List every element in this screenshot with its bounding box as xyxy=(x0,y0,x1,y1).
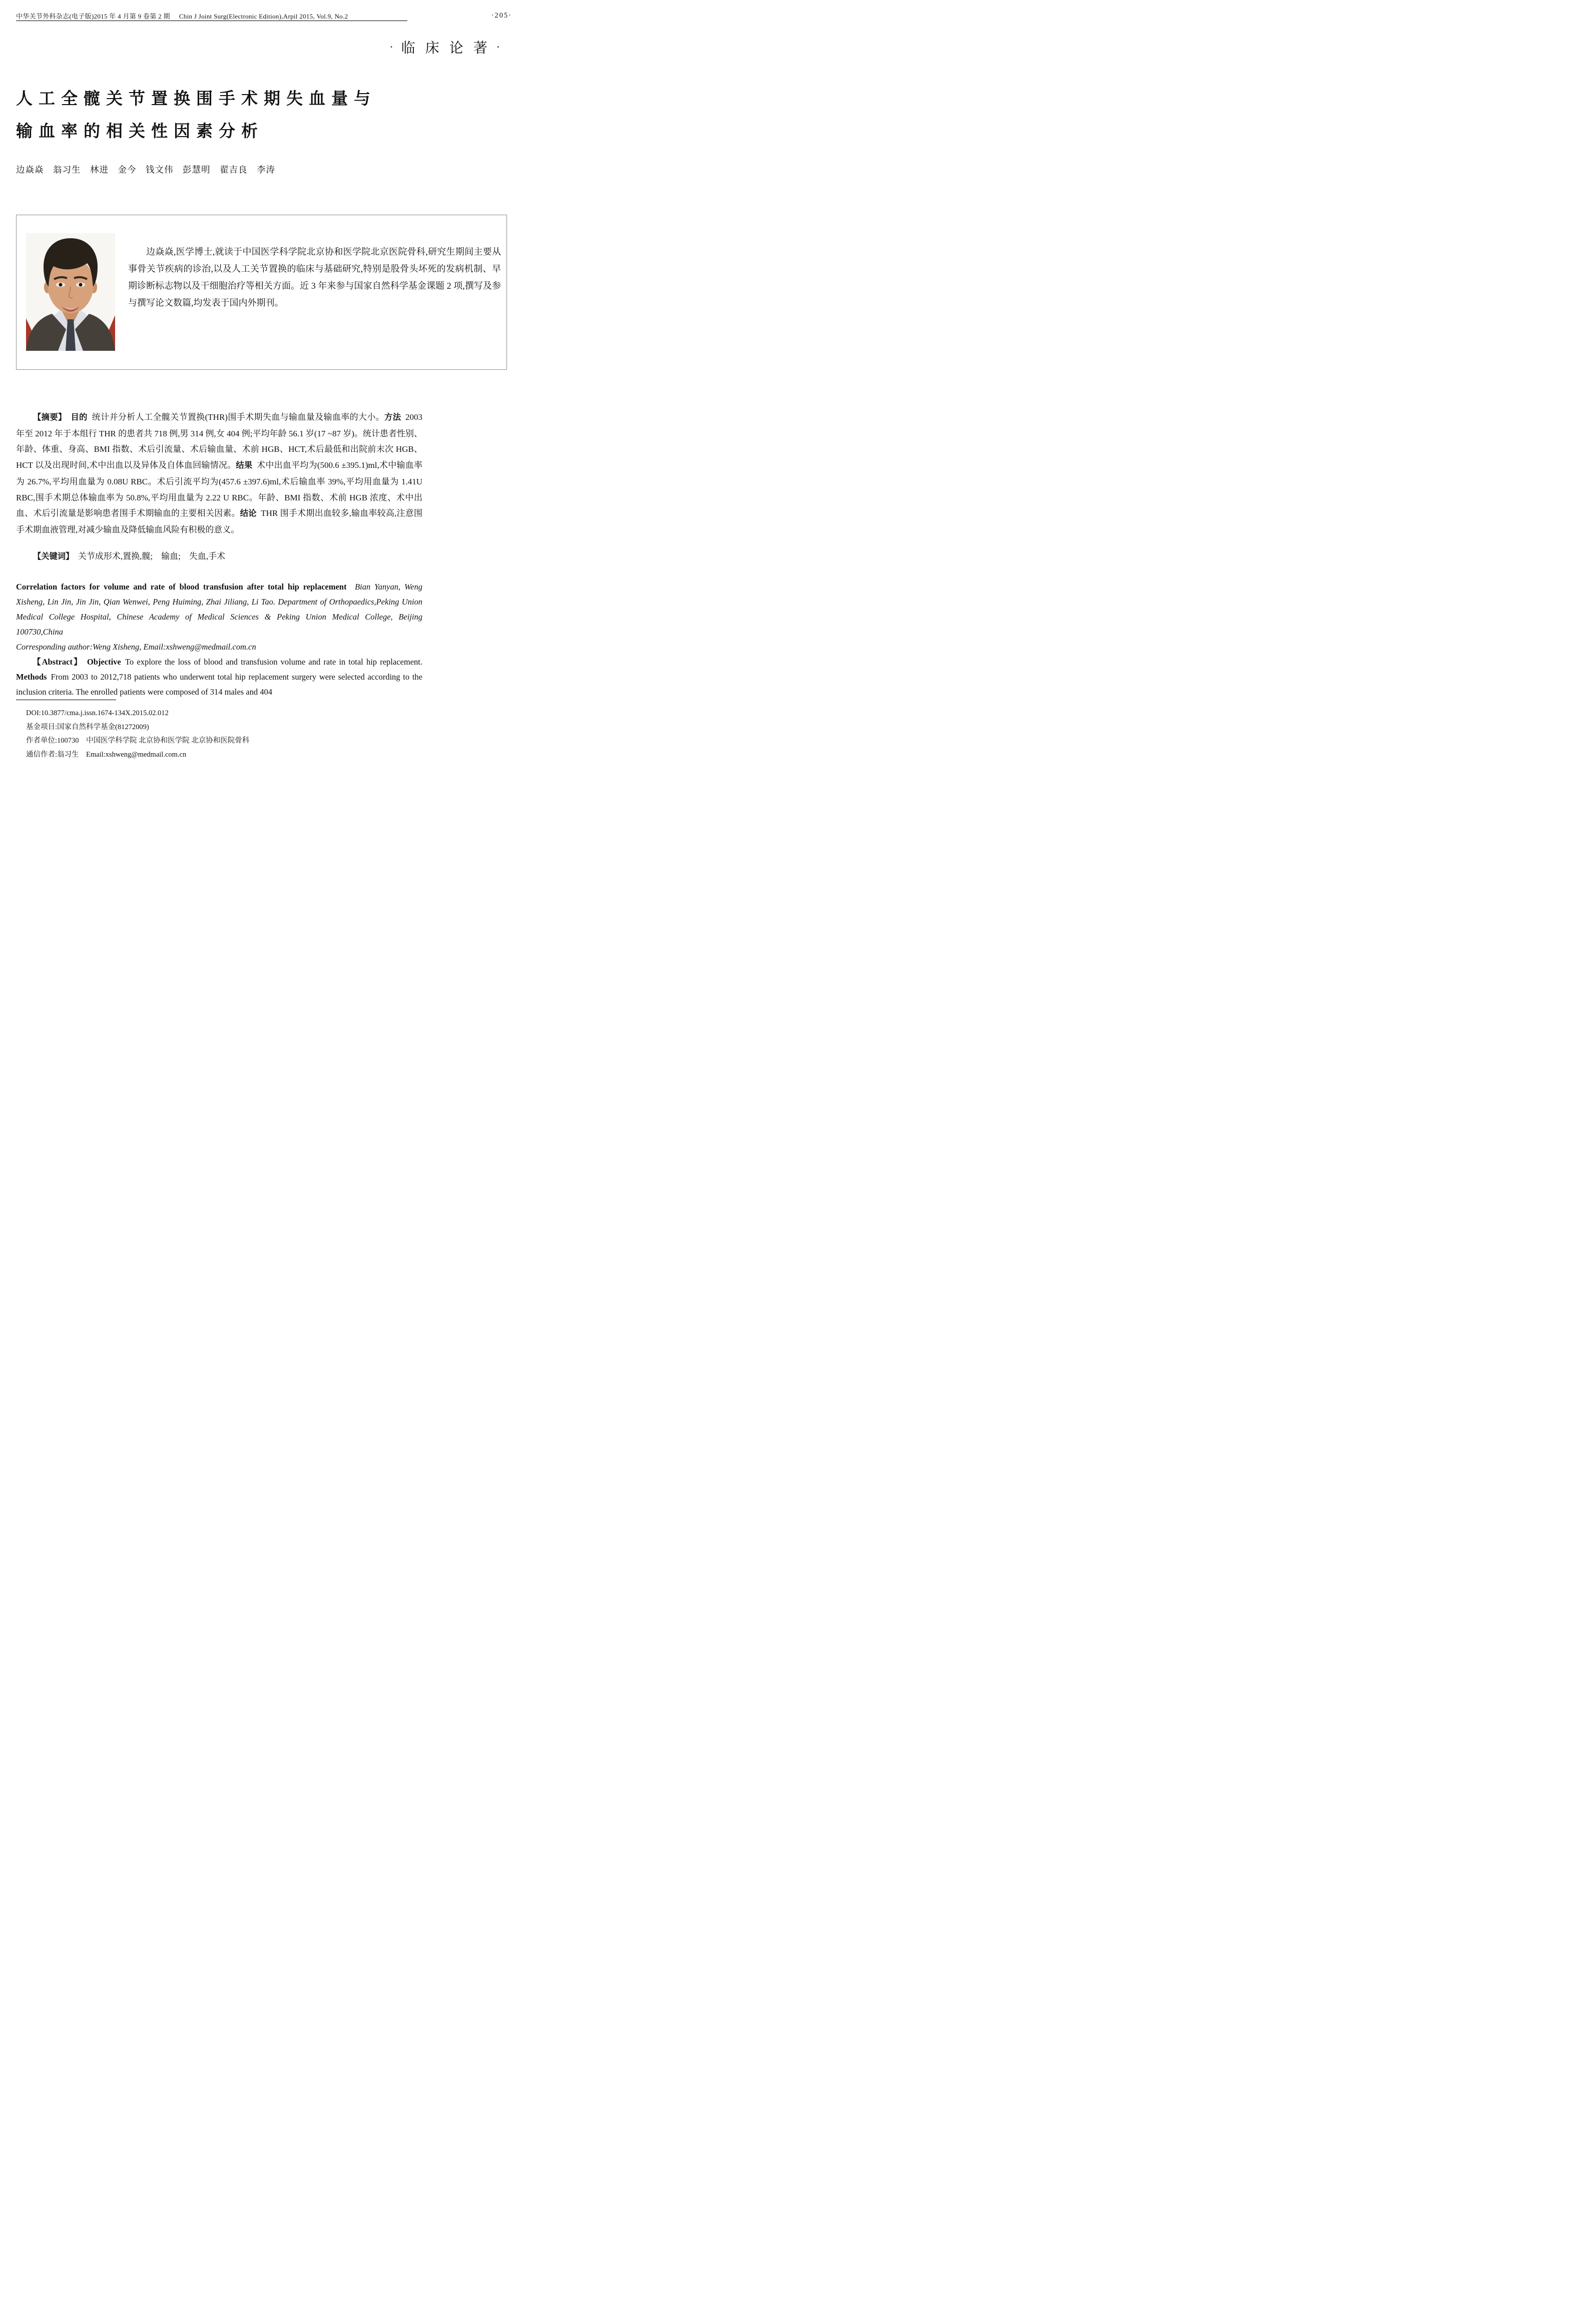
article-title-line2: 输血率的相关性因素分析 xyxy=(16,123,264,141)
english-authors: Bian Yanyan, Weng Xisheng, Lin Jin, Jin Jin, Qian Wenwei, Peng Huiming, Zhai Jiliang, Li Tao. xyxy=(16,582,423,607)
keywords-line xyxy=(16,548,422,565)
author-affiliation-line: 作者单位:100730 中国医学科学院 北京协和医学院 北京协和医院骨科 xyxy=(26,737,250,745)
results-text: 术中出血平均为(500.6 ±395.1)ml,术中输血率为 26.7%,平均用血量为 0.08U RBC。术后引流平均为(457.6 ±397.6)ml,术后输血率 39%,平均用血量为 1.41U RBC,围手术期总体输血率为 50.8%,平均用血量为 2.22 U RBC。年龄、BMI 指数、术前 HGB 浓度、术中出血、术后引流量是影响患者围手术期输血的主要相关因素。 xyxy=(16,460,422,518)
author-portrait-photo xyxy=(26,233,115,351)
journal-title-en: Chin J Joint Surg(Electronic Edition),Arpil 2015, Vol.9, No.2 xyxy=(179,13,348,20)
page-number: ·205· xyxy=(491,12,512,20)
section-label-text: 临床论著 xyxy=(401,41,497,56)
abstract-label: 【摘要】 xyxy=(33,413,67,422)
english-objective-label: Objective xyxy=(87,657,121,667)
article-title-line1: 人工全髋关节置换围手术期失血量与 xyxy=(16,90,376,108)
section-left-dot: · xyxy=(389,41,393,53)
keywords-text: 关节成形术,置换,髋; 输血; 失血,手术 xyxy=(78,551,226,561)
abstract-zh xyxy=(16,409,422,538)
footnote-block xyxy=(26,707,249,762)
section-label xyxy=(389,37,500,57)
conclusion-label: 结论 xyxy=(240,509,257,518)
objective-label: 目的 xyxy=(71,413,88,422)
doi-line: DOI:10.3877/cma.j.issn.1674-134X.2015.02.012 xyxy=(26,709,169,717)
english-abstract-label: 【Abstract】 xyxy=(33,657,83,667)
english-abstract-block xyxy=(16,579,422,700)
english-methods-label: Methods xyxy=(16,672,47,682)
keywords-label: 【关键词】 xyxy=(33,552,74,561)
conclusion-text: THR 围手术期出血较多,输血率较高,注意围手术期血液管理,对减少输血及降低输血风险有积极的意义。 xyxy=(16,508,422,534)
corresponding-author-line: 通信作者:翁习生 Email:xshweng@medmail.com.cn xyxy=(26,750,187,759)
author-bio-text: 边焱焱,医学博士,就读于中国医学科学院北京协和医学院北京医院骨科,研究生期间主要从事骨关节疾病的诊治,以及人工关节置换的临床与基础研究,特别是股骨头坏死的发病机制、早期诊断标志物以及干细胞治疗等相关方面。近 3 年来参与国家自然科学基金课题 2 项,撰写及参与撰写论文数篇,均发表于国内外期刊。 xyxy=(128,247,501,308)
english-title: Correlation factors for volume and rate of blood transfusion after total hip replacement xyxy=(16,582,347,592)
journal-title-zh: 中华关节外科杂志(电子版)2015 年 4 月第 9 卷第 2 期 xyxy=(16,13,170,20)
photo-pupil-right xyxy=(79,283,82,286)
english-title-paragraph xyxy=(16,579,422,640)
authors-line: 边焱焱 翁习生 林进 金今 钱文伟 彭慧明 翟吉良 李涛 xyxy=(16,165,275,175)
methods-text: 2003 年至 2012 年于本组行 THR 的患者共 718 例,男 314 例,女 404 例;平均年龄 56.1 岁(17 ~87 岁)。统计患者性别、年龄、体重、身高、BMI 指数、术后引流量、术后输血量、术前 HGB、HCT,术后最低和出院前末次 HGB、HCT 以及出现时间,术中出血以及异体及自体血回输情况。 xyxy=(16,412,422,470)
objective-text: 统计并分析人工全髋关节置换(THR)围手术期失血与输血量及输血率的大小。 xyxy=(92,412,385,422)
photo-pupil-left xyxy=(59,283,62,286)
fund-line: 基金项目:国家自然科学基金(81272009) xyxy=(26,723,149,731)
english-objective-text: To explore the loss of blood and transfusion volume and rate in total hip replacement. xyxy=(125,657,422,667)
english-corresponding-author: Corresponding author:Weng Xisheng, Email:xshweng@medmail.com.cn xyxy=(16,642,256,652)
results-label: 结果 xyxy=(236,461,253,470)
article-title xyxy=(16,83,376,148)
methods-label: 方法 xyxy=(384,413,401,422)
english-abstract-paragraph xyxy=(16,655,422,700)
author-bio-box xyxy=(16,215,507,370)
section-right-dot: · xyxy=(496,41,500,53)
english-methods-text: From 2003 to 2012,718 patients who underwent total hip replacement surgery were selected according to the inclusion criteria. The enrolled patients were composed of 314 males and 404 xyxy=(16,672,422,697)
english-affiliation: Department of Orthopaedics,Peking Union Medical College Hospital, Chinese Academy of Medical Sciences & Peking Union Medical College, Beijing 100730,China xyxy=(16,597,422,637)
journal-header xyxy=(16,11,348,21)
journal-page xyxy=(0,0,523,775)
